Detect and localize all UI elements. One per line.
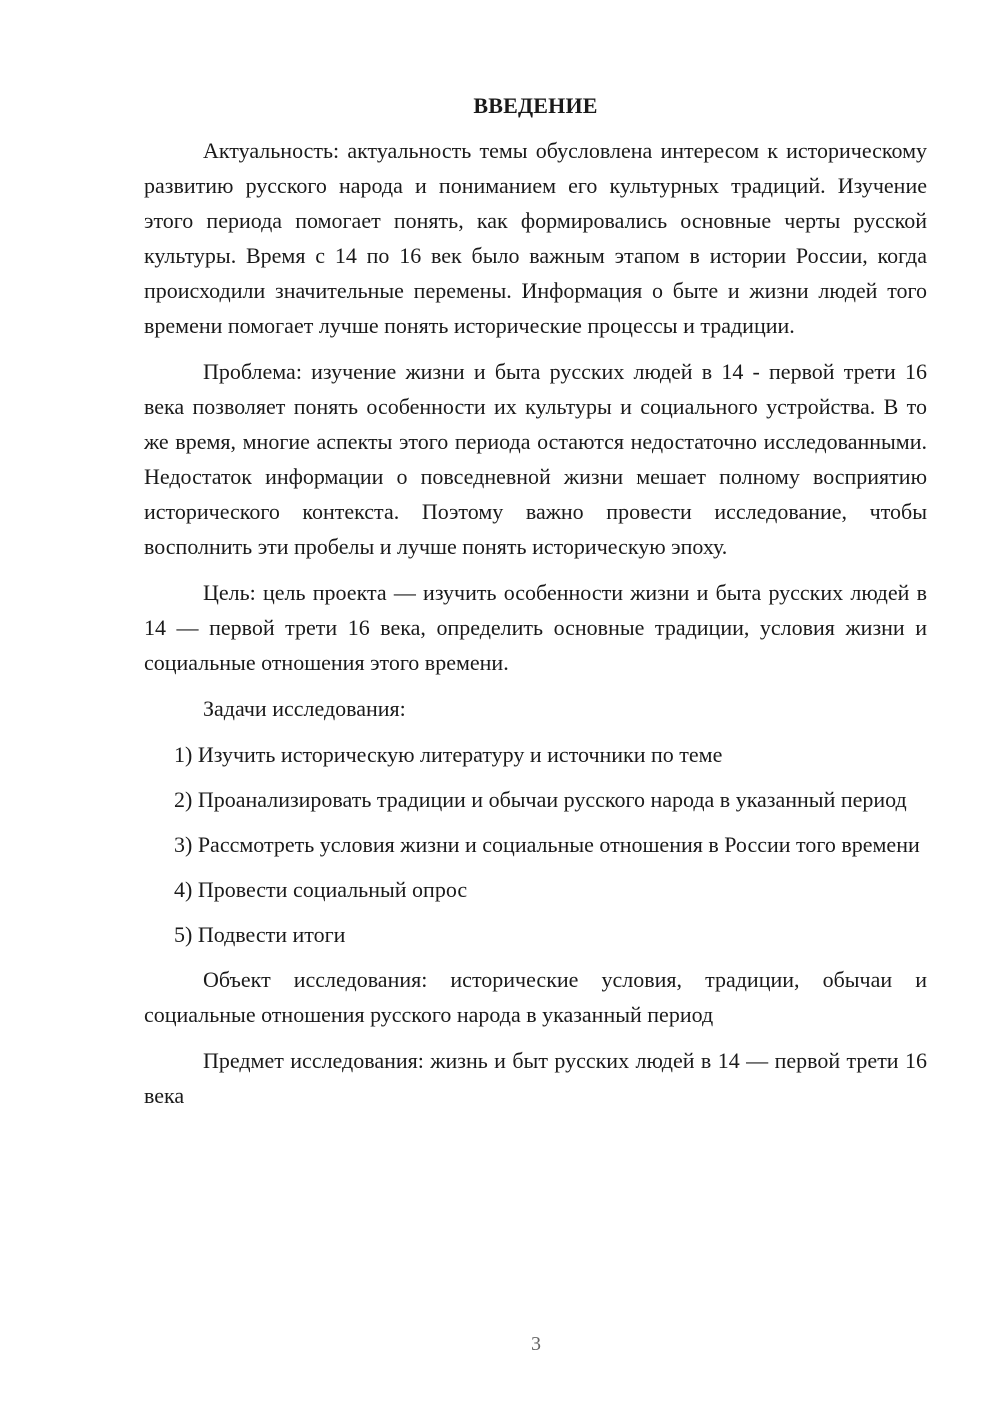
- task-item-1: 1) Изучить историческую литературу и источники по теме: [174, 742, 723, 767]
- subject-paragraph: Предмет исследования: жизнь и быт русских людей в 14 — первой трети 16 века: [144, 1048, 927, 1108]
- task-item-5: 5) Подвести итоги: [174, 922, 346, 947]
- task-item-3: 3) Рассмотреть условия жизни и социальные отношения в России того времени: [174, 832, 920, 857]
- page-number: 3: [531, 1333, 541, 1355]
- page-content: [144, 93, 927, 1124]
- goal-paragraph: Цель: цель проекта — изучить особенности жизни и быта русских людей в 14 — первой трети 16 века, определить основные традиции, условия жизни и социальные отношения этого времени.: [144, 580, 927, 675]
- object-paragraph: Объект исследования: исторические условия, традиции, обычаи и социальные отношения русского народа в указанный период: [144, 967, 927, 1027]
- task-item-2: 2) Проанализировать традиции и обычаи русского народа в указанный период: [174, 787, 907, 812]
- page-title: ВВЕДЕНИЕ: [473, 93, 598, 118]
- task-item-4: 4) Провести социальный опрос: [174, 877, 468, 902]
- relevance-paragraph: Актуальность: актуальность темы обусловлена интересом к историческому развитию русского народа и пониманием его культурных традиций. Изучение этого периода помогает понять, как формировались основные черты русской культуры. Время с 14 по 16 век было важным этапом в истории России, когда происходили значительные перемены. Информация о быте и жизни людей того времени помогает лучше понять исторические процессы и традиции.: [144, 138, 927, 338]
- tasks-heading: Задачи исследования:: [203, 696, 406, 721]
- problem-paragraph: Проблема: изучение жизни и быта русских людей в 14 - первой трети 16 века позволяет понять особенности их культуры и социального устройства. В то же время, многие аспекты этого периода остаются недостаточно исследованными. Недостаток информации о повседневной жизни мешает полному восприятию исторического контекста. Поэтому важно провести исследование, чтобы восполнить эти пробелы и лучше понять историческую эпоху.: [144, 359, 927, 559]
